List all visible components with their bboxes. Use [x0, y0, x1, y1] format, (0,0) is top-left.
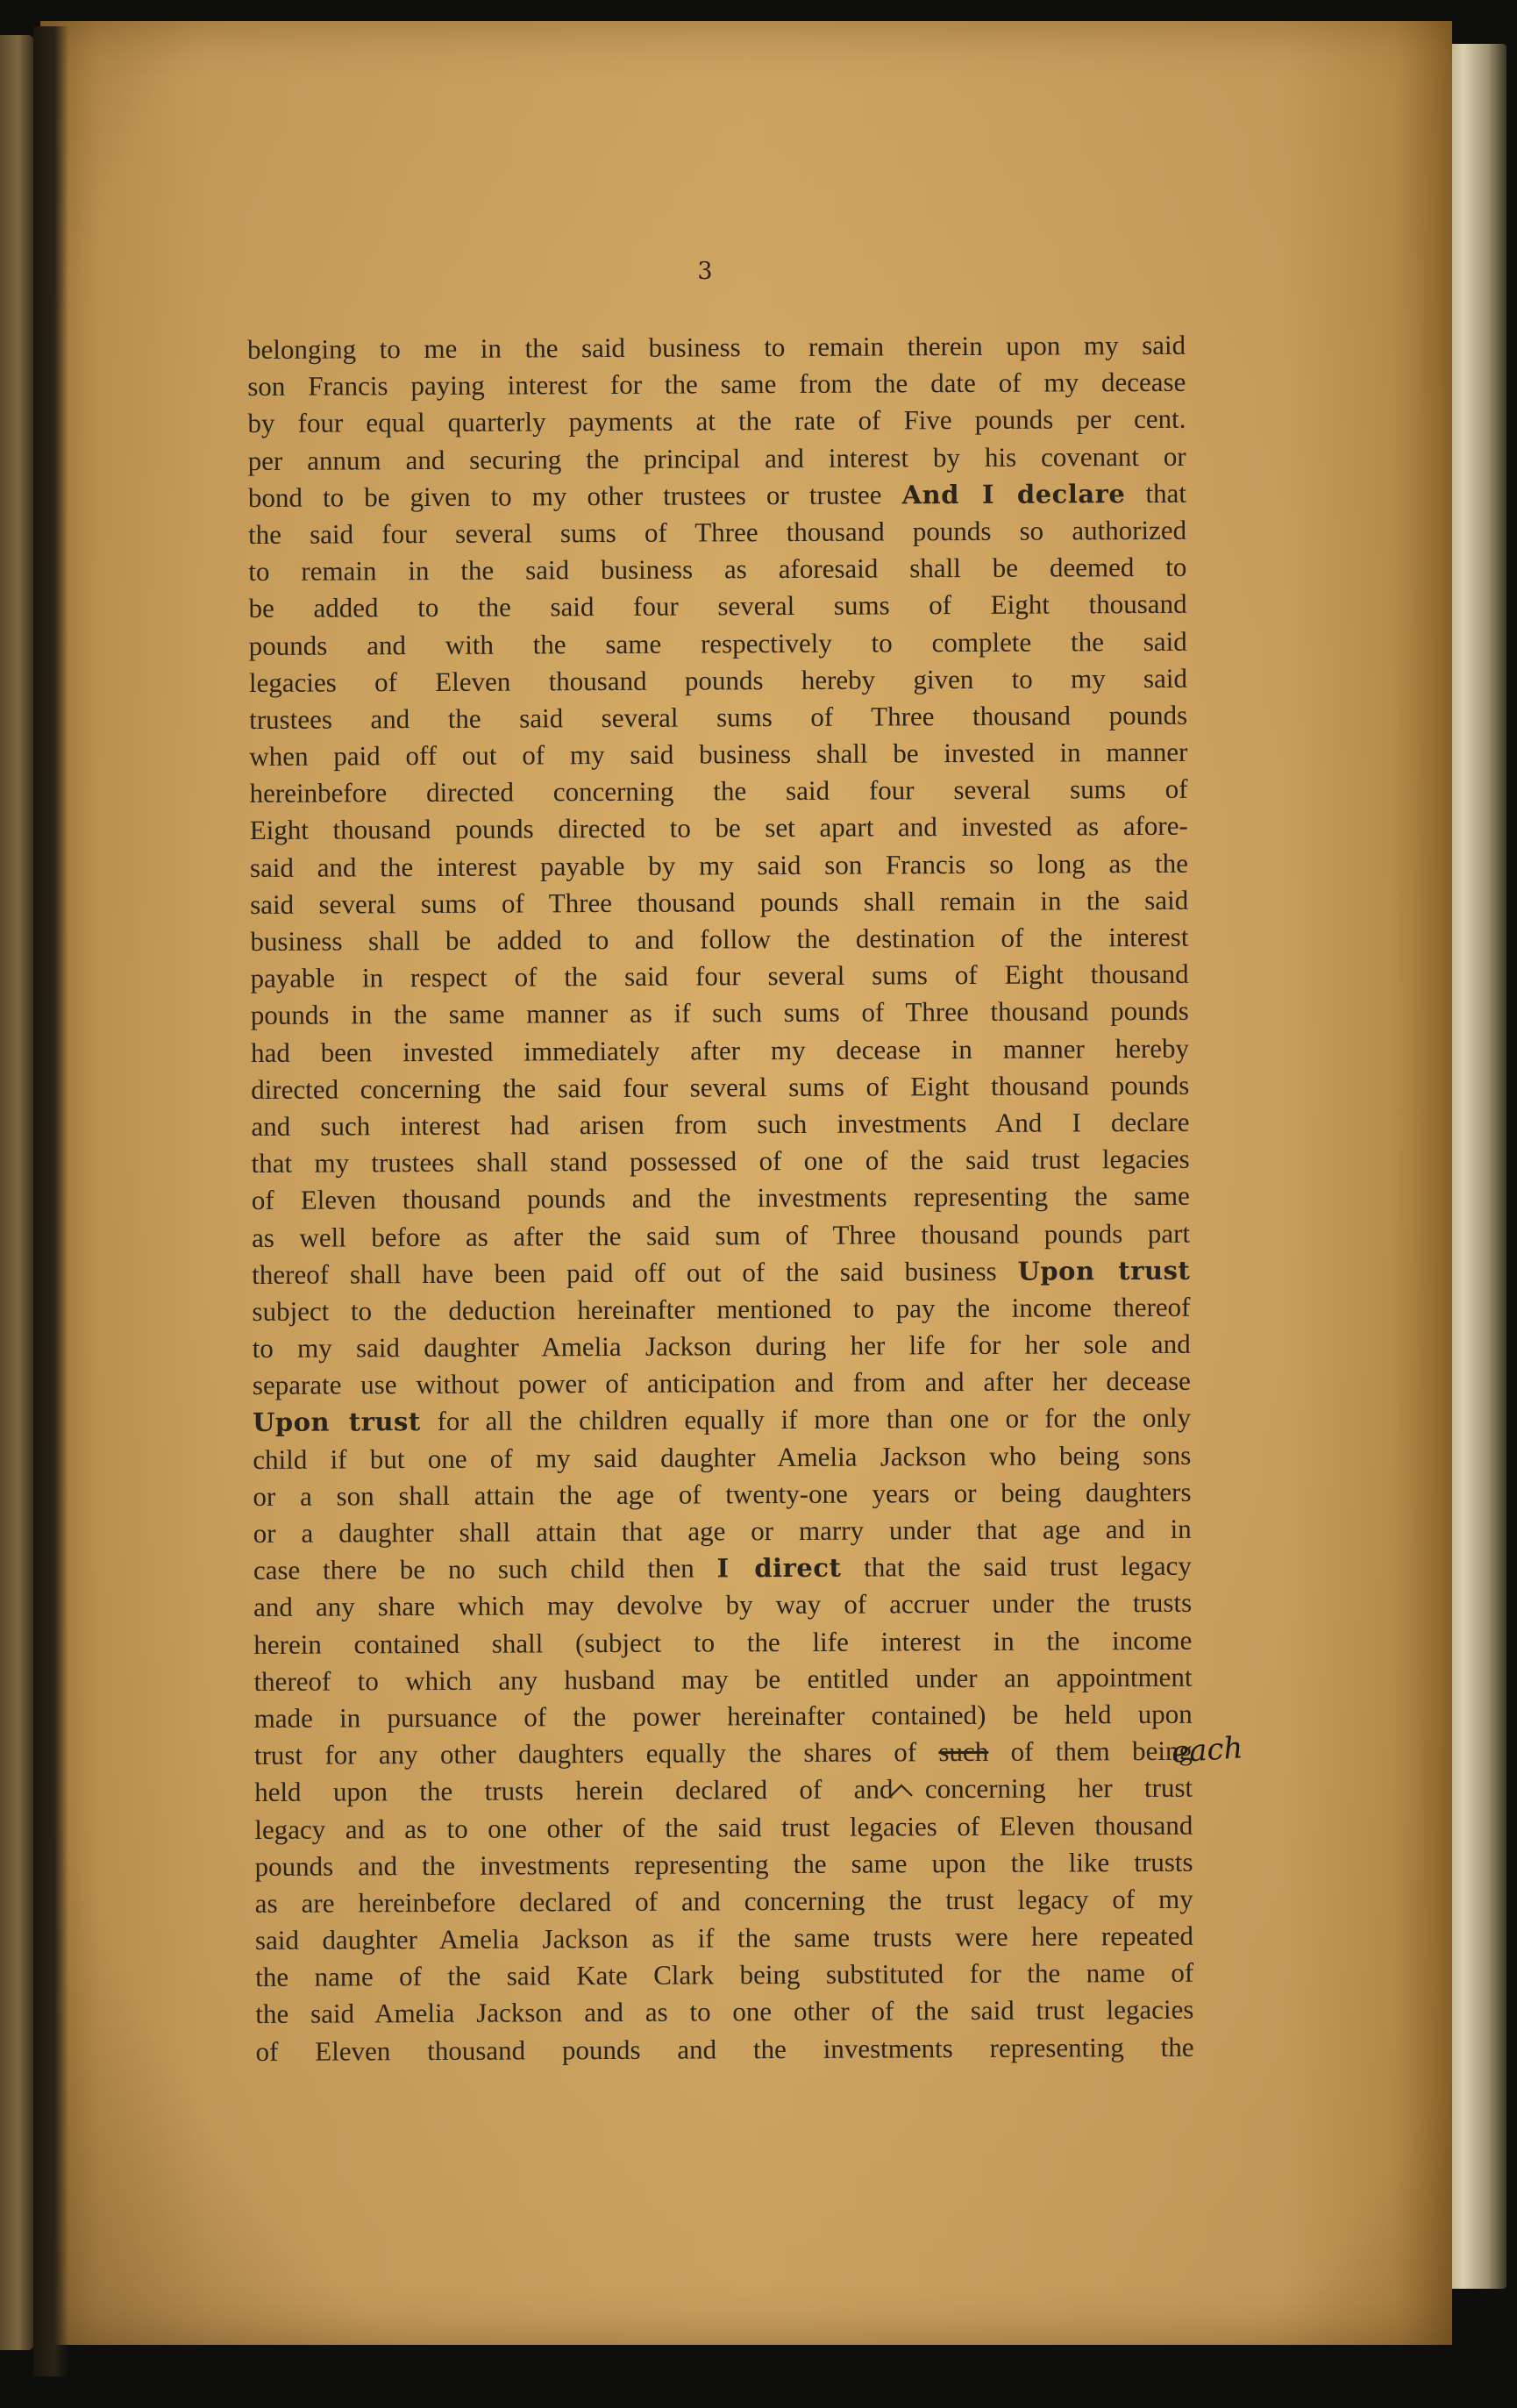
insertion-caret-icon [889, 1784, 914, 1798]
handwritten-margin-note: each [1170, 1730, 1244, 1770]
text-run: child if but one of my said daughter Amelia Jackson who being sons [253, 1439, 1192, 1475]
text-run: had been invested immediately after my decease in manner hereby [250, 1032, 1190, 1068]
text-line [254, 1770, 1193, 1811]
text-line [248, 512, 1186, 553]
text-run: that the said trust legacy [841, 1550, 1192, 1583]
text-run: when paid off out of my said business shall be invested in manner [249, 736, 1188, 773]
text-run: trustees and the said several sums of Three thousand pounds [249, 699, 1188, 735]
text-run: to remain in the said business as aforesaid shall be deemed to [248, 551, 1187, 588]
text-run: per annum and securing the principal and interest by his covenant or [247, 440, 1186, 476]
previous-page-edge [0, 35, 33, 2350]
page-number: 3 [697, 258, 713, 285]
text-line [253, 1400, 1191, 1441]
text-run: pounds in the same manner as if such sums of Three thousand pounds [250, 995, 1189, 1031]
text-line [251, 956, 1189, 997]
text-run: to my said daughter Amelia Jackson during her life for her sole and [252, 1328, 1191, 1364]
blackletter-phrase: I direct [716, 1552, 842, 1584]
text-line [247, 401, 1186, 442]
text-run: directed concerning the said four several sums of Eight thousand pounds [251, 1069, 1190, 1105]
text-run: thereof shall have been paid off out of the said business [252, 1255, 1018, 1290]
text-run: separate use without power of anticipation and from and after her decease [252, 1365, 1191, 1401]
text-run: of Eleven thousand pounds and the investments representing the same [251, 1180, 1190, 1216]
blackletter-phrase: Upon trust [1017, 1255, 1191, 1286]
text-run: payable in respect of the said four several sums of Eight thousand [250, 958, 1189, 994]
text-line [254, 1806, 1193, 1848]
text-line [248, 438, 1186, 479]
text-line [251, 1104, 1189, 1145]
text-run: or a son shall attain the age of twenty-one years or being daughters [253, 1476, 1192, 1512]
text-run: trust for any other daughters equally the shares of [253, 1736, 939, 1771]
text-line [252, 1141, 1190, 1182]
text-line [249, 623, 1187, 664]
text-line [254, 1733, 1193, 1774]
text-line [252, 1251, 1190, 1293]
document-page [40, 21, 1452, 2345]
text-run: thereof to which any husband may be entitled under an appointment [253, 1661, 1193, 1697]
text-line [253, 1363, 1191, 1404]
text-line [250, 919, 1188, 960]
text-run: by four equal quarterly payments at the rate of Five pounds per cent. [247, 403, 1186, 439]
text-line [253, 1511, 1192, 1552]
text-run: said several sums of Three thousand pounds shall remain in the said [250, 884, 1189, 920]
text-line [254, 1696, 1193, 1737]
text-line [249, 734, 1187, 775]
text-line [255, 1918, 1193, 1959]
text-line [252, 1289, 1190, 1330]
text-run: pounds and with the same respectively to complete the said [248, 625, 1187, 661]
text-line [250, 882, 1188, 923]
text-line [253, 1436, 1191, 1478]
text-run: belonging to me in the said business to remain therein upon my said [247, 329, 1186, 365]
text-run: made in pursuance of the power hereinafter contained) be held upon [253, 1698, 1193, 1734]
text-line [252, 1215, 1190, 1256]
text-line [251, 993, 1189, 1034]
struck-word: such [938, 1736, 989, 1768]
text-line [255, 1991, 1193, 2033]
text-run: be added to the said four several sums of Eight thousand [248, 588, 1187, 624]
text-line [250, 808, 1188, 849]
text-line [248, 475, 1186, 517]
text-run: son Francis paying interest for the same from the date of my decease [247, 366, 1186, 403]
text-run: as are hereinbefore declared of and concerning the trust legacy of my [254, 1883, 1193, 1919]
text-run: subject to the deduction hereinafter mentioned to pay the income thereof [252, 1291, 1191, 1327]
text-line [253, 1474, 1191, 1515]
text-line [248, 586, 1186, 627]
text-run: bond to be given to my other trustees or trustee [247, 479, 902, 513]
text-run: and any share which may devolve by way of accruer under the trusts [253, 1587, 1193, 1623]
text-run: of them being [988, 1735, 1193, 1768]
text-run: the name of the said Kate Clark being substituted for the name of [255, 1956, 1194, 1993]
text-run: that [1125, 477, 1186, 509]
text-run: the said four several sums of Three thousand pounds so authorized [248, 514, 1187, 550]
text-line [253, 1621, 1192, 1663]
text-line [253, 1585, 1192, 1626]
text-line [255, 1955, 1193, 1996]
blackletter-phrase: Upon trust [252, 1407, 421, 1438]
text-line [255, 1881, 1193, 1922]
text-run: herein contained shall (subject to the life interest in the income [253, 1624, 1193, 1660]
text-run: pounds and the investments representing the same upon the like trusts [254, 1846, 1193, 1882]
text-run: as well before as after the said sum of Three thousand pounds part [251, 1217, 1191, 1253]
text-line [253, 1326, 1191, 1367]
text-run: legacies of Eleven thousand pounds hereby given to my said [248, 662, 1188, 698]
text-line [249, 659, 1187, 701]
text-line [251, 1067, 1189, 1108]
text-run: Eight thousand pounds directed to be set apart and invested as afore- [249, 810, 1188, 846]
page-stack-edge [1445, 44, 1506, 2289]
text-run: case there be no such child then [253, 1552, 717, 1586]
text-run: business shall be added to and follow the destination of the interest [250, 921, 1189, 957]
text-line [249, 697, 1187, 738]
text-line [249, 771, 1187, 812]
text-line [252, 1178, 1190, 1219]
text-line [255, 2028, 1193, 2070]
text-run: that my trustees shall stand possessed of one of the said trust legacies [251, 1143, 1190, 1179]
text-run: and such interest had arisen from such investments And I declare [251, 1106, 1190, 1142]
text-run: for all the children equally if more than one or for the only [420, 1402, 1192, 1437]
text-line [253, 1659, 1192, 1700]
text-run: hereinbefore directed concerning the said four several sums of [249, 773, 1188, 809]
body-text [247, 327, 1194, 2070]
text-run: said and the interest payable by my said son Francis so long as the [249, 847, 1189, 883]
text-run: legacy and as to one other of the said trust legacies of Eleven thousand [254, 1809, 1193, 1845]
text-run: held upon the trusts herein declared of and concerning her trust [254, 1772, 1193, 1808]
text-line [248, 549, 1186, 590]
binding-gutter-shadow [33, 26, 68, 2376]
blackletter-phrase: And I declare [901, 478, 1126, 510]
text-line [254, 1843, 1193, 1884]
text-run: the said Amelia Jackson and as to one other of the said trust legacies [255, 1994, 1194, 2030]
text-line [251, 1029, 1189, 1071]
text-run: of Eleven thousand pounds and the investments representing the [255, 2031, 1194, 2067]
text-line [250, 844, 1188, 886]
text-line [247, 327, 1186, 368]
text-line [247, 364, 1186, 405]
text-run: or a daughter shall attain that age or marry under that age and in [253, 1513, 1192, 1549]
text-run: said daughter Amelia Jackson as if the same trusts were here repeated [254, 1920, 1194, 1956]
text-line [253, 1548, 1192, 1589]
